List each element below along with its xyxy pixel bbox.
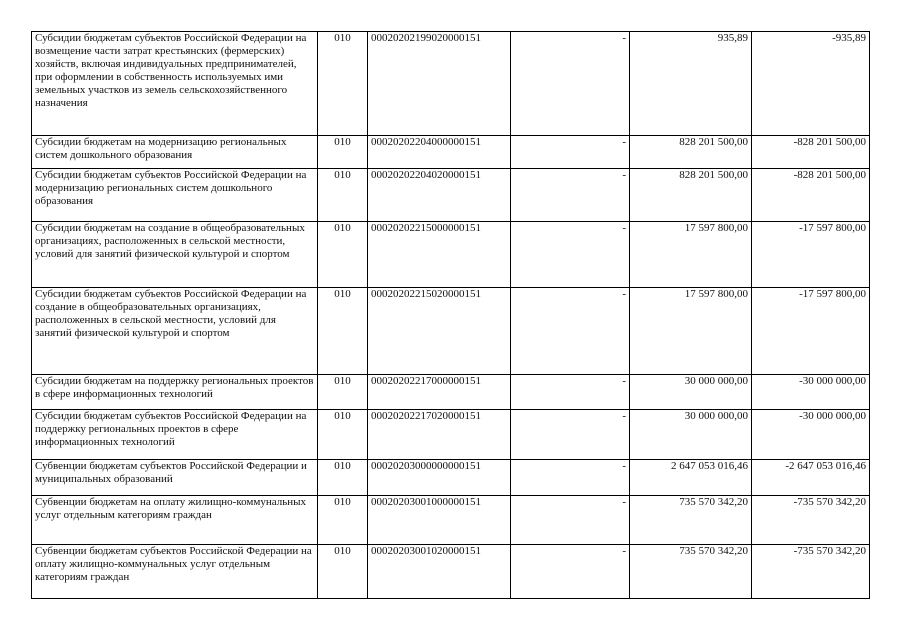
table-row xyxy=(32,32,870,136)
row-admin-code: 010 xyxy=(318,288,368,375)
row-admin-code: 010 xyxy=(318,375,368,410)
row-executed-value: 17 597 800,00 xyxy=(630,222,752,288)
row-approved-value: - xyxy=(511,169,630,222)
row-remaining-value: -17 597 800,00 xyxy=(752,222,870,288)
row-remaining-value: -735 570 342,20 xyxy=(752,496,870,545)
row-executed-value: 17 597 800,00 xyxy=(630,288,752,375)
row-admin-code: 010 xyxy=(318,460,368,496)
row-approved-value: - xyxy=(511,136,630,169)
row-executed-value: 2 647 053 016,46 xyxy=(630,460,752,496)
row-name: Субвенции бюджетам субъектов Российской Федерации на оплату жилищно-коммунальных услуг отдельным категориям граждан xyxy=(32,545,318,599)
table-row xyxy=(32,169,870,222)
table-row xyxy=(32,460,870,496)
row-remaining-value: -735 570 342,20 xyxy=(752,545,870,599)
row-executed-value: 828 201 500,00 xyxy=(630,169,752,222)
row-budget-code: 00020202204020000151 xyxy=(368,169,511,222)
table-row xyxy=(32,410,870,460)
row-executed-value: 735 570 342,20 xyxy=(630,545,752,599)
budget-revenue-table xyxy=(31,31,870,599)
row-approved-value: - xyxy=(511,460,630,496)
row-admin-code: 010 xyxy=(318,169,368,222)
row-name: Субсидии бюджетам субъектов Российской Федерации на поддержку региональных проектов в сфере информационных технологий xyxy=(32,410,318,460)
row-approved-value: - xyxy=(511,222,630,288)
row-budget-code: 00020202199020000151 xyxy=(368,32,511,136)
row-executed-value: 30 000 000,00 xyxy=(630,410,752,460)
row-name: Субсидии бюджетам субъектов Российской Федерации на создание в общеобразовательных организациях, расположенных в сельской местности, условий для занятий физической культурой и спортом xyxy=(32,288,318,375)
table-row xyxy=(32,545,870,599)
row-name: Субсидии бюджетам на создание в общеобразовательных организациях, расположенных в сельской местности, условий для занятий физической культурой и спортом xyxy=(32,222,318,288)
row-name: Субсидии бюджетам на модернизацию региональных систем дошкольного образования xyxy=(32,136,318,169)
row-name: Субсидии бюджетам на поддержку региональных проектов в сфере информационных технологий xyxy=(32,375,318,410)
row-name: Субвенции бюджетам субъектов Российской Федерации и муниципальных образований xyxy=(32,460,318,496)
row-admin-code: 010 xyxy=(318,496,368,545)
row-admin-code: 010 xyxy=(318,545,368,599)
row-approved-value: - xyxy=(511,545,630,599)
row-budget-code: 00020202215020000151 xyxy=(368,288,511,375)
row-executed-value: 828 201 500,00 xyxy=(630,136,752,169)
row-budget-code: 00020202204000000151 xyxy=(368,136,511,169)
row-remaining-value: -30 000 000,00 xyxy=(752,375,870,410)
row-budget-code: 00020202215000000151 xyxy=(368,222,511,288)
row-remaining-value: -828 201 500,00 xyxy=(752,136,870,169)
row-remaining-value: -30 000 000,00 xyxy=(752,410,870,460)
row-admin-code: 010 xyxy=(318,222,368,288)
table-row xyxy=(32,496,870,545)
row-budget-code: 00020202217000000151 xyxy=(368,375,511,410)
row-name: Субсидии бюджетам субъектов Российской Федерации на возмещение части затрат крестьянских (фермерских) хозяйств, включая индивидуальных предпринимателей, при оформлении в собственность используемых ими земельных участков из земель сельскохозяйственного назначения xyxy=(32,32,318,136)
table-row xyxy=(32,136,870,169)
row-remaining-value: -2 647 053 016,46 xyxy=(752,460,870,496)
row-approved-value: - xyxy=(511,375,630,410)
row-approved-value: - xyxy=(511,410,630,460)
row-remaining-value: -828 201 500,00 xyxy=(752,169,870,222)
row-remaining-value: -935,89 xyxy=(752,32,870,136)
row-approved-value: - xyxy=(511,288,630,375)
table-row xyxy=(32,288,870,375)
row-executed-value: 30 000 000,00 xyxy=(630,375,752,410)
row-budget-code: 00020202217020000151 xyxy=(368,410,511,460)
row-name: Субсидии бюджетам субъектов Российской Федерации на модернизацию региональных систем дошкольного образования xyxy=(32,169,318,222)
row-approved-value: - xyxy=(511,496,630,545)
table-row xyxy=(32,222,870,288)
row-admin-code: 010 xyxy=(318,136,368,169)
table-row xyxy=(32,375,870,410)
row-budget-code: 00020203000000000151 xyxy=(368,460,511,496)
row-name: Субвенции бюджетам на оплату жилищно-коммунальных услуг отдельным категориям граждан xyxy=(32,496,318,545)
row-budget-code: 00020203001000000151 xyxy=(368,496,511,545)
row-admin-code: 010 xyxy=(318,410,368,460)
row-budget-code: 00020203001020000151 xyxy=(368,545,511,599)
row-approved-value: - xyxy=(511,32,630,136)
row-executed-value: 935,89 xyxy=(630,32,752,136)
row-executed-value: 735 570 342,20 xyxy=(630,496,752,545)
row-admin-code: 010 xyxy=(318,32,368,136)
row-remaining-value: -17 597 800,00 xyxy=(752,288,870,375)
